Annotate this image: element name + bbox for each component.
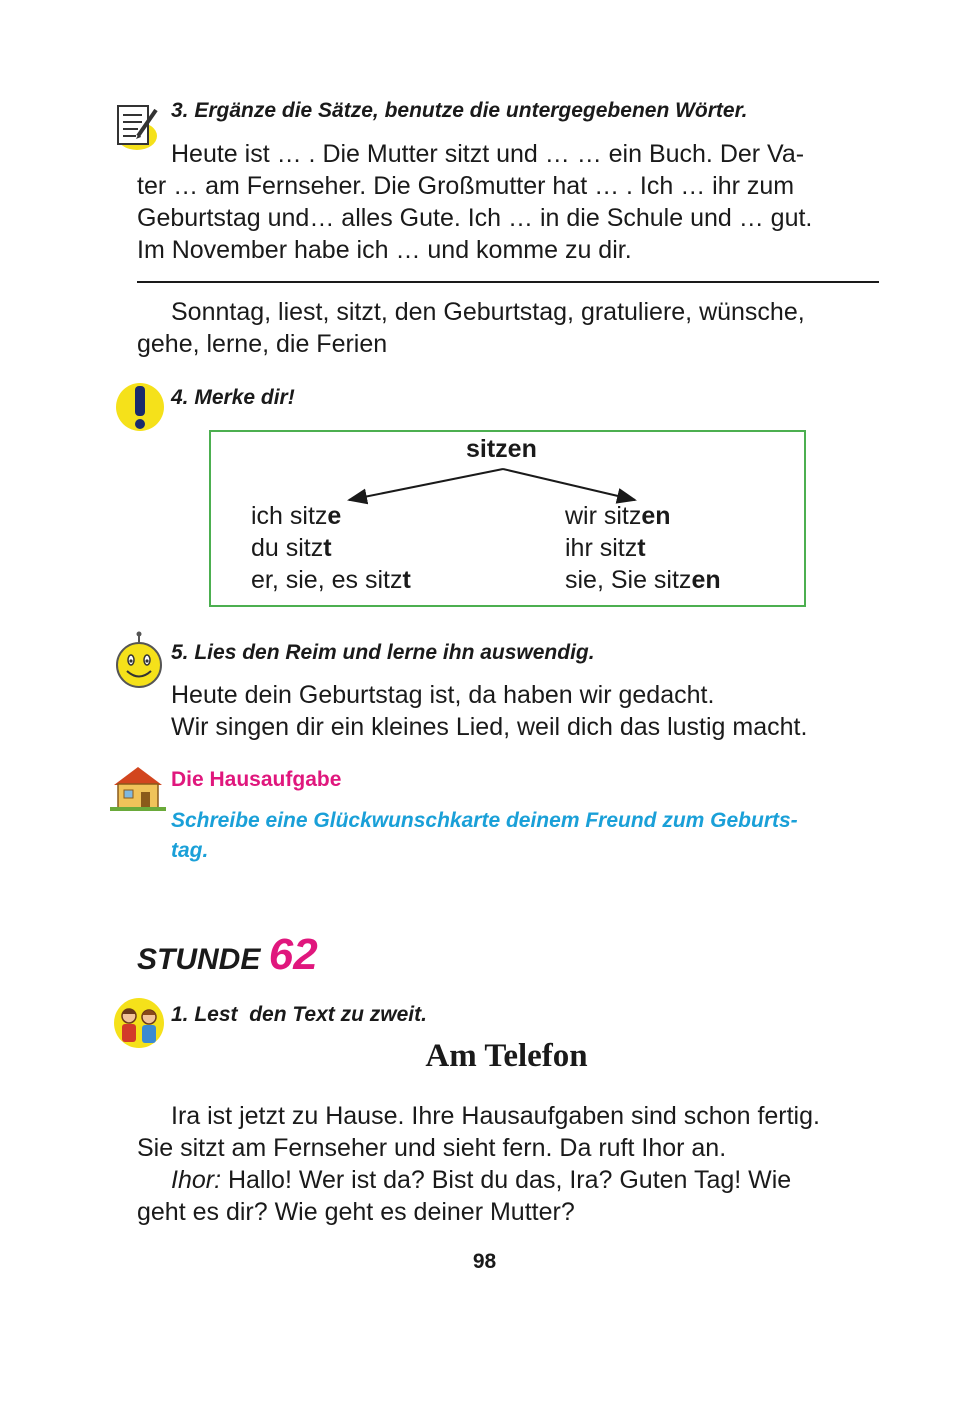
homework-text bbox=[171, 806, 891, 866]
rhyme-line: Wir singen dir ein kleines Lied, weil dich das lustig macht. bbox=[171, 713, 808, 741]
text-line: Ira ist jetzt zu Hause. Ihre Hausaufgaben sind schon fertig. bbox=[171, 1102, 820, 1130]
dialogue-line: Ihor: Hallo! Wer ist da? Bist du das, Ira? Guten Tag! Wie bbox=[171, 1166, 792, 1194]
conjugation-plural bbox=[565, 500, 721, 596]
task4-title: 4. Merke dir! bbox=[171, 386, 295, 409]
house-icon bbox=[110, 763, 166, 818]
homework-title: Die Hausaufgabe bbox=[171, 768, 342, 791]
rhyme-line: Heute dein Geburtstag ist, da haben wir gedacht. bbox=[171, 681, 715, 709]
homework-line: tag. bbox=[171, 839, 209, 862]
task5-title: 5. Lies den Reim und lerne ihn auswendig. bbox=[171, 641, 595, 664]
lesson-label: STUNDE bbox=[137, 943, 261, 976]
conj-row: er, sie, es sitzt bbox=[251, 566, 411, 594]
word-list bbox=[137, 296, 882, 360]
page-number: 98 bbox=[472, 1250, 497, 1273]
conj-row: ihr sitzt bbox=[565, 534, 646, 562]
text-heading: Am Telefon bbox=[425, 1038, 588, 1074]
conj-row: ich sitze bbox=[251, 502, 342, 530]
dialogue-line: geht es dir? Wie geht es deiner Mutter? bbox=[137, 1198, 575, 1226]
exclamation-icon bbox=[114, 380, 168, 439]
task3-text bbox=[137, 138, 882, 266]
text-line: Sie sitzt am Fernseher und sieht fern. Da ruft Ihor an. bbox=[137, 1134, 727, 1162]
conjugation-singular bbox=[251, 500, 411, 596]
task1-title: 1. Lest den Text zu zweit. bbox=[171, 1003, 427, 1026]
homework-line: Schreibe eine Glückwunschkarte deinem Freund zum Geburts- bbox=[171, 809, 798, 832]
lesson-heading bbox=[137, 930, 318, 980]
divider-line bbox=[137, 281, 879, 283]
task3-line: ter … am Fernseher. Die Großmutter hat … . Ich … ihr zum bbox=[137, 172, 795, 200]
conj-row: sie, Sie sitzen bbox=[565, 566, 721, 594]
dialogue-text bbox=[137, 1100, 882, 1228]
verb-infinitive: sitzen bbox=[466, 435, 537, 463]
task3-line: Geburtstag und… alles Gute. Ich … in die Schule und … gut. bbox=[137, 204, 813, 232]
conj-row: du sitzt bbox=[251, 534, 332, 562]
conjugation-box bbox=[209, 430, 806, 607]
lesson-number: 62 bbox=[268, 930, 318, 979]
task3-line: Im November habe ich … und komme zu dir. bbox=[137, 236, 632, 264]
word-list-line: gehe, lerne, die Ferien bbox=[137, 330, 388, 358]
smiley-face-icon bbox=[113, 630, 165, 695]
rhyme-text bbox=[171, 679, 886, 743]
word-list-line: Sonntag, liest, sitzt, den Geburtstag, gratuliere, wünsche, bbox=[171, 298, 805, 326]
task3-line: Heute ist … . Die Mutter sitzt und … … ein Buch. Der Va- bbox=[171, 140, 805, 168]
task3-title: 3. Ergänze die Sätze, benutze die untergegebenen Wörter. bbox=[171, 99, 748, 122]
speaker-name: Ihor: bbox=[171, 1166, 222, 1194]
conj-row: wir sitzen bbox=[565, 502, 671, 530]
